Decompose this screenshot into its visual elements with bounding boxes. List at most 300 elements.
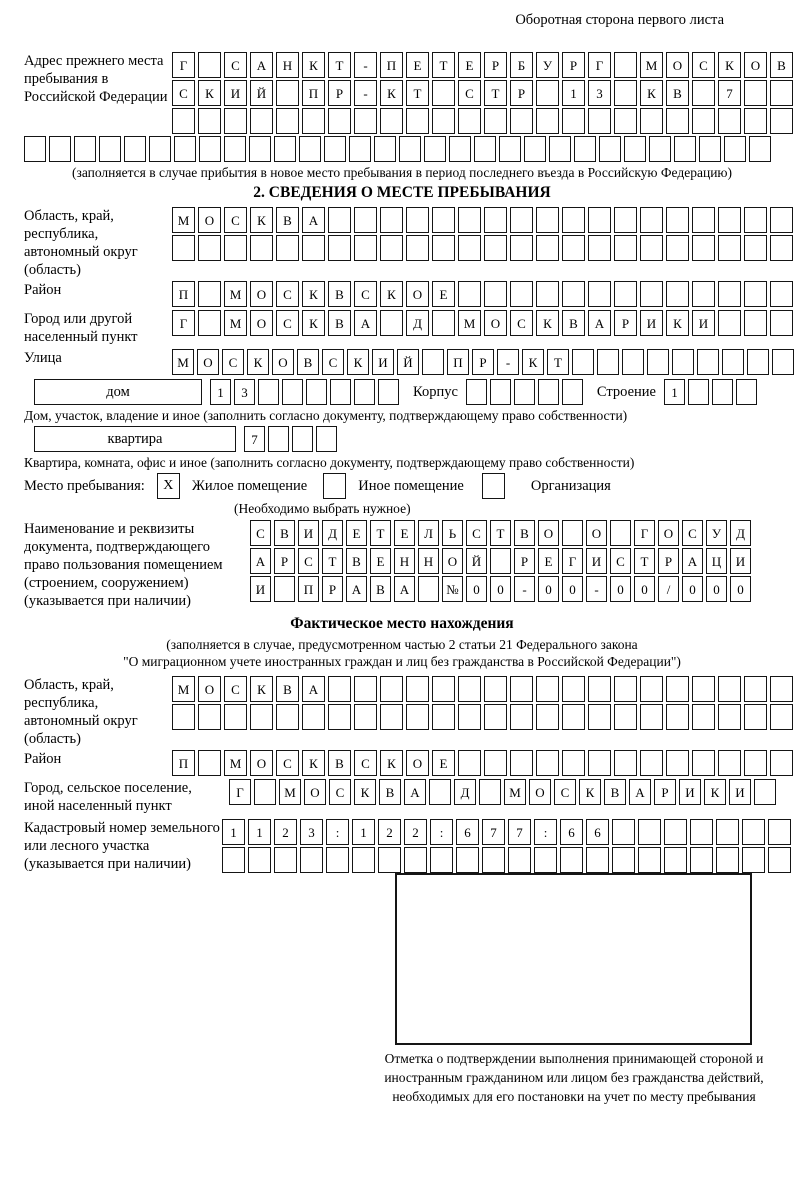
char-cell[interactable]: О — [586, 520, 607, 546]
char-cell[interactable]: 2 — [378, 819, 401, 845]
char-cell[interactable]: О — [529, 779, 551, 805]
char-cell[interactable] — [692, 235, 715, 261]
char-cell[interactable]: О — [406, 281, 429, 307]
char-cell[interactable]: Г — [588, 52, 611, 78]
char-cell[interactable] — [770, 281, 793, 307]
char-cell[interactable]: Й — [466, 548, 487, 574]
char-cell[interactable] — [49, 136, 71, 162]
char-cell[interactable] — [718, 750, 741, 776]
char-cell[interactable] — [588, 704, 611, 730]
char-cell[interactable] — [770, 108, 793, 134]
char-cell[interactable] — [666, 207, 689, 233]
char-cell[interactable]: И — [679, 779, 701, 805]
char-cell[interactable] — [466, 379, 487, 405]
char-cell[interactable] — [24, 136, 46, 162]
char-cell[interactable] — [302, 108, 325, 134]
char-cell[interactable] — [536, 80, 559, 106]
char-cell[interactable] — [666, 235, 689, 261]
char-cell[interactable] — [328, 704, 351, 730]
char-cell[interactable] — [328, 108, 351, 134]
char-cell[interactable]: 6 — [586, 819, 609, 845]
char-cell[interactable]: Д — [322, 520, 343, 546]
char-cell[interactable] — [354, 379, 375, 405]
char-cell[interactable] — [536, 750, 559, 776]
char-cell[interactable]: О — [198, 676, 221, 702]
char-cell[interactable]: П — [380, 52, 403, 78]
char-cell[interactable] — [549, 136, 571, 162]
char-cell[interactable] — [354, 235, 377, 261]
char-cell[interactable] — [574, 136, 596, 162]
char-cell[interactable] — [562, 379, 583, 405]
char-cell[interactable]: К — [704, 779, 726, 805]
char-cell[interactable]: С — [322, 349, 344, 375]
char-cell[interactable] — [772, 349, 794, 375]
char-cell[interactable] — [588, 108, 611, 134]
char-cell[interactable]: 0 — [490, 576, 511, 602]
char-cell[interactable] — [692, 676, 715, 702]
char-cell[interactable]: Р — [654, 779, 676, 805]
char-cell[interactable]: А — [629, 779, 651, 805]
char-cell[interactable]: С — [692, 52, 715, 78]
char-cell[interactable] — [432, 207, 455, 233]
char-cell[interactable]: У — [706, 520, 727, 546]
char-cell[interactable]: Т — [406, 80, 429, 106]
char-cell[interactable] — [484, 750, 507, 776]
char-cell[interactable] — [754, 779, 776, 805]
char-cell[interactable] — [484, 235, 507, 261]
char-cell[interactable]: Т — [634, 548, 655, 574]
char-cell[interactable]: С — [329, 779, 351, 805]
char-cell[interactable] — [378, 847, 401, 873]
char-cell[interactable]: И — [250, 576, 271, 602]
char-cell[interactable]: В — [770, 52, 793, 78]
char-cell[interactable] — [432, 108, 455, 134]
char-cell[interactable]: В — [328, 281, 351, 307]
char-cell[interactable] — [508, 847, 531, 873]
char-cell[interactable]: О — [666, 52, 689, 78]
char-cell[interactable] — [744, 750, 767, 776]
char-cell[interactable]: Е — [346, 520, 367, 546]
char-cell[interactable]: Г — [634, 520, 655, 546]
char-cell[interactable] — [429, 779, 451, 805]
char-cell[interactable] — [562, 108, 585, 134]
char-cell[interactable] — [588, 235, 611, 261]
char-cell[interactable]: 2 — [404, 819, 427, 845]
char-cell[interactable] — [292, 426, 313, 452]
char-cell[interactable] — [666, 676, 689, 702]
char-cell[interactable]: Р — [614, 310, 637, 336]
char-cell[interactable] — [490, 379, 511, 405]
char-cell[interactable]: А — [354, 310, 377, 336]
char-cell[interactable]: К — [380, 281, 403, 307]
char-cell[interactable] — [484, 207, 507, 233]
char-cell[interactable]: Й — [397, 349, 419, 375]
char-cell[interactable]: В — [514, 520, 535, 546]
char-cell[interactable] — [597, 349, 619, 375]
char-cell[interactable]: 0 — [466, 576, 487, 602]
char-cell[interactable] — [716, 847, 739, 873]
char-cell[interactable] — [562, 750, 585, 776]
char-cell[interactable] — [640, 108, 663, 134]
char-cell[interactable]: С — [276, 281, 299, 307]
char-cell[interactable] — [744, 207, 767, 233]
char-cell[interactable]: П — [172, 281, 195, 307]
char-cell[interactable]: О — [197, 349, 219, 375]
char-cell[interactable] — [562, 520, 583, 546]
char-cell[interactable]: К — [347, 349, 369, 375]
char-cell[interactable] — [432, 310, 455, 336]
char-cell[interactable]: : — [430, 819, 453, 845]
char-cell[interactable] — [374, 136, 396, 162]
char-cell[interactable] — [224, 235, 247, 261]
char-cell[interactable] — [268, 426, 289, 452]
char-cell[interactable]: Р — [510, 80, 533, 106]
char-cell[interactable]: А — [250, 548, 271, 574]
char-cell[interactable] — [458, 750, 481, 776]
char-cell[interactable] — [430, 847, 453, 873]
char-cell[interactable] — [770, 207, 793, 233]
char-cell[interactable] — [674, 136, 696, 162]
char-cell[interactable]: К — [380, 80, 403, 106]
char-cell[interactable] — [640, 281, 663, 307]
char-cell[interactable]: - — [354, 80, 377, 106]
char-cell[interactable] — [328, 676, 351, 702]
char-cell[interactable]: М — [172, 349, 194, 375]
char-cell[interactable] — [692, 108, 715, 134]
char-cell[interactable]: В — [370, 576, 391, 602]
char-cell[interactable] — [718, 676, 741, 702]
char-cell[interactable] — [744, 108, 767, 134]
char-cell[interactable] — [349, 136, 371, 162]
char-cell[interactable]: О — [250, 310, 273, 336]
char-cell[interactable] — [722, 349, 744, 375]
char-cell[interactable]: П — [302, 80, 325, 106]
char-cell[interactable]: 1 — [562, 80, 585, 106]
char-cell[interactable] — [399, 136, 421, 162]
char-cell[interactable] — [688, 379, 709, 405]
char-cell[interactable]: Л — [418, 520, 439, 546]
char-cell[interactable]: С — [354, 281, 377, 307]
checkbox-zhiloe[interactable]: X — [157, 473, 180, 499]
char-cell[interactable] — [614, 207, 637, 233]
char-cell[interactable]: О — [250, 750, 273, 776]
char-cell[interactable] — [588, 750, 611, 776]
char-cell[interactable] — [328, 235, 351, 261]
char-cell[interactable]: 0 — [706, 576, 727, 602]
char-cell[interactable]: С — [458, 80, 481, 106]
char-cell[interactable] — [536, 108, 559, 134]
char-cell[interactable] — [640, 750, 663, 776]
char-cell[interactable]: 7 — [482, 819, 505, 845]
char-cell[interactable]: П — [447, 349, 469, 375]
char-cell[interactable]: П — [298, 576, 319, 602]
char-cell[interactable]: Е — [458, 52, 481, 78]
char-cell[interactable]: П — [172, 750, 195, 776]
char-cell[interactable]: С — [276, 310, 299, 336]
char-cell[interactable] — [624, 136, 646, 162]
char-cell[interactable] — [198, 704, 221, 730]
char-cell[interactable] — [352, 847, 375, 873]
char-cell[interactable]: И — [640, 310, 663, 336]
char-cell[interactable] — [744, 235, 767, 261]
char-cell[interactable]: Р — [472, 349, 494, 375]
char-cell[interactable]: С — [554, 779, 576, 805]
char-cell[interactable]: С — [682, 520, 703, 546]
char-cell[interactable]: 6 — [560, 819, 583, 845]
char-cell[interactable]: А — [404, 779, 426, 805]
char-cell[interactable] — [747, 349, 769, 375]
char-cell[interactable] — [222, 847, 245, 873]
char-cell[interactable]: С — [224, 52, 247, 78]
char-cell[interactable] — [74, 136, 96, 162]
char-cell[interactable]: К — [302, 281, 325, 307]
char-cell[interactable]: Т — [547, 349, 569, 375]
char-cell[interactable] — [697, 349, 719, 375]
char-cell[interactable] — [718, 704, 741, 730]
char-cell[interactable]: К — [579, 779, 601, 805]
char-cell[interactable] — [692, 80, 715, 106]
char-cell[interactable] — [124, 136, 146, 162]
char-cell[interactable] — [328, 207, 351, 233]
char-cell[interactable] — [99, 136, 121, 162]
char-cell[interactable]: О — [198, 207, 221, 233]
char-cell[interactable] — [254, 779, 276, 805]
char-cell[interactable] — [614, 281, 637, 307]
char-cell[interactable] — [692, 704, 715, 730]
char-cell[interactable]: К — [380, 750, 403, 776]
char-cell[interactable]: 1 — [248, 819, 271, 845]
char-cell[interactable] — [458, 281, 481, 307]
char-cell[interactable]: Т — [490, 520, 511, 546]
char-cell[interactable] — [172, 235, 195, 261]
char-cell[interactable] — [749, 136, 771, 162]
char-cell[interactable]: В — [276, 207, 299, 233]
char-cell[interactable] — [736, 379, 757, 405]
char-cell[interactable]: Н — [276, 52, 299, 78]
char-cell[interactable] — [638, 847, 661, 873]
char-cell[interactable] — [326, 847, 349, 873]
char-cell[interactable]: М — [640, 52, 663, 78]
char-cell[interactable]: С — [466, 520, 487, 546]
char-cell[interactable] — [562, 207, 585, 233]
char-cell[interactable] — [449, 136, 471, 162]
char-cell[interactable]: М — [224, 750, 247, 776]
char-cell[interactable] — [664, 819, 687, 845]
char-cell[interactable]: С — [276, 750, 299, 776]
char-cell[interactable] — [647, 349, 669, 375]
char-cell[interactable] — [458, 235, 481, 261]
char-cell[interactable] — [614, 676, 637, 702]
char-cell[interactable]: 0 — [562, 576, 583, 602]
char-cell[interactable] — [198, 750, 221, 776]
char-cell[interactable]: 3 — [588, 80, 611, 106]
char-cell[interactable]: Д — [454, 779, 476, 805]
char-cell[interactable] — [718, 281, 741, 307]
char-cell[interactable] — [510, 108, 533, 134]
char-cell[interactable]: К — [718, 52, 741, 78]
char-cell[interactable] — [458, 676, 481, 702]
char-cell[interactable]: И — [224, 80, 247, 106]
char-cell[interactable]: К — [640, 80, 663, 106]
char-cell[interactable] — [572, 349, 594, 375]
char-cell[interactable] — [198, 108, 221, 134]
char-cell[interactable]: И — [298, 520, 319, 546]
char-cell[interactable]: М — [224, 281, 247, 307]
char-cell[interactable] — [562, 704, 585, 730]
char-cell[interactable]: В — [276, 676, 299, 702]
char-cell[interactable]: 0 — [538, 576, 559, 602]
char-cell[interactable]: - — [497, 349, 519, 375]
char-cell[interactable] — [562, 676, 585, 702]
char-cell[interactable]: М — [504, 779, 526, 805]
char-cell[interactable]: И — [586, 548, 607, 574]
char-cell[interactable] — [484, 704, 507, 730]
char-cell[interactable]: Т — [484, 80, 507, 106]
char-cell[interactable] — [274, 136, 296, 162]
char-cell[interactable]: К — [198, 80, 221, 106]
char-cell[interactable]: Н — [418, 548, 439, 574]
char-cell[interactable] — [744, 80, 767, 106]
char-cell[interactable] — [664, 847, 687, 873]
char-cell[interactable] — [276, 704, 299, 730]
char-cell[interactable]: 1 — [664, 379, 685, 405]
char-cell[interactable] — [432, 676, 455, 702]
char-cell[interactable]: - — [354, 52, 377, 78]
char-cell[interactable] — [612, 819, 635, 845]
char-cell[interactable] — [199, 136, 221, 162]
char-cell[interactable] — [258, 379, 279, 405]
char-cell[interactable] — [690, 819, 713, 845]
char-cell[interactable]: Й — [250, 80, 273, 106]
char-cell[interactable] — [718, 235, 741, 261]
char-cell[interactable]: С — [224, 676, 247, 702]
char-cell[interactable]: Р — [562, 52, 585, 78]
char-cell[interactable] — [770, 310, 793, 336]
char-cell[interactable] — [614, 80, 637, 106]
char-cell[interactable] — [484, 676, 507, 702]
char-cell[interactable] — [406, 108, 429, 134]
char-cell[interactable]: 0 — [634, 576, 655, 602]
char-cell[interactable] — [456, 847, 479, 873]
char-cell[interactable]: В — [328, 750, 351, 776]
char-cell[interactable] — [510, 281, 533, 307]
char-cell[interactable]: Т — [328, 52, 351, 78]
char-cell[interactable]: Е — [538, 548, 559, 574]
char-cell[interactable] — [418, 576, 439, 602]
char-cell[interactable] — [510, 235, 533, 261]
char-cell[interactable] — [640, 676, 663, 702]
char-cell[interactable] — [560, 847, 583, 873]
char-cell[interactable]: А — [394, 576, 415, 602]
char-cell[interactable] — [458, 704, 481, 730]
char-cell[interactable] — [510, 676, 533, 702]
char-cell[interactable] — [614, 108, 637, 134]
char-cell[interactable]: В — [604, 779, 626, 805]
char-cell[interactable] — [300, 847, 323, 873]
char-cell[interactable]: И — [372, 349, 394, 375]
char-cell[interactable]: / — [658, 576, 679, 602]
char-cell[interactable]: К — [302, 52, 325, 78]
char-cell[interactable] — [458, 108, 481, 134]
char-cell[interactable]: Е — [406, 52, 429, 78]
char-cell[interactable] — [354, 676, 377, 702]
char-cell[interactable]: Ь — [442, 520, 463, 546]
char-cell[interactable]: Д — [730, 520, 751, 546]
checkbox-organizatsiya[interactable] — [482, 473, 505, 499]
char-cell[interactable]: К — [250, 676, 273, 702]
char-cell[interactable] — [770, 235, 793, 261]
char-cell[interactable] — [640, 235, 663, 261]
char-cell[interactable]: С — [172, 80, 195, 106]
char-cell[interactable]: В — [274, 520, 295, 546]
char-cell[interactable] — [588, 676, 611, 702]
char-cell[interactable] — [614, 750, 637, 776]
char-cell[interactable] — [768, 847, 791, 873]
char-cell[interactable]: А — [682, 548, 703, 574]
char-cell[interactable] — [666, 704, 689, 730]
char-cell[interactable] — [690, 847, 713, 873]
char-cell[interactable] — [424, 136, 446, 162]
char-cell[interactable]: М — [458, 310, 481, 336]
char-cell[interactable] — [742, 819, 765, 845]
char-cell[interactable] — [770, 676, 793, 702]
char-cell[interactable]: Т — [322, 548, 343, 574]
char-cell[interactable]: 3 — [300, 819, 323, 845]
char-cell[interactable] — [672, 349, 694, 375]
char-cell[interactable] — [510, 207, 533, 233]
char-cell[interactable]: 7 — [508, 819, 531, 845]
char-cell[interactable] — [770, 80, 793, 106]
char-cell[interactable] — [562, 235, 585, 261]
char-cell[interactable] — [640, 207, 663, 233]
char-cell[interactable] — [302, 235, 325, 261]
char-cell[interactable] — [524, 136, 546, 162]
char-cell[interactable] — [742, 847, 765, 873]
char-cell[interactable] — [479, 779, 501, 805]
char-cell[interactable] — [744, 704, 767, 730]
char-cell[interactable]: И — [729, 779, 751, 805]
char-cell[interactable] — [744, 310, 767, 336]
char-cell[interactable] — [712, 379, 733, 405]
char-cell[interactable] — [274, 576, 295, 602]
char-cell[interactable] — [380, 676, 403, 702]
char-cell[interactable] — [224, 108, 247, 134]
char-cell[interactable] — [172, 704, 195, 730]
char-cell[interactable]: А — [250, 52, 273, 78]
char-cell[interactable] — [274, 847, 297, 873]
char-cell[interactable] — [406, 704, 429, 730]
char-cell[interactable] — [562, 281, 585, 307]
char-cell[interactable] — [692, 750, 715, 776]
char-cell[interactable]: Р — [658, 548, 679, 574]
char-cell[interactable] — [484, 281, 507, 307]
char-cell[interactable]: М — [279, 779, 301, 805]
char-cell[interactable]: 0 — [682, 576, 703, 602]
char-cell[interactable] — [432, 704, 455, 730]
char-cell[interactable] — [354, 207, 377, 233]
char-cell[interactable] — [330, 379, 351, 405]
char-cell[interactable]: 1 — [352, 819, 375, 845]
char-cell[interactable] — [510, 704, 533, 730]
char-cell[interactable]: С — [298, 548, 319, 574]
char-cell[interactable]: Г — [172, 52, 195, 78]
char-cell[interactable] — [536, 235, 559, 261]
char-cell[interactable] — [276, 80, 299, 106]
char-cell[interactable]: М — [172, 207, 195, 233]
char-cell[interactable]: 2 — [274, 819, 297, 845]
char-cell[interactable] — [250, 108, 273, 134]
char-cell[interactable] — [324, 136, 346, 162]
